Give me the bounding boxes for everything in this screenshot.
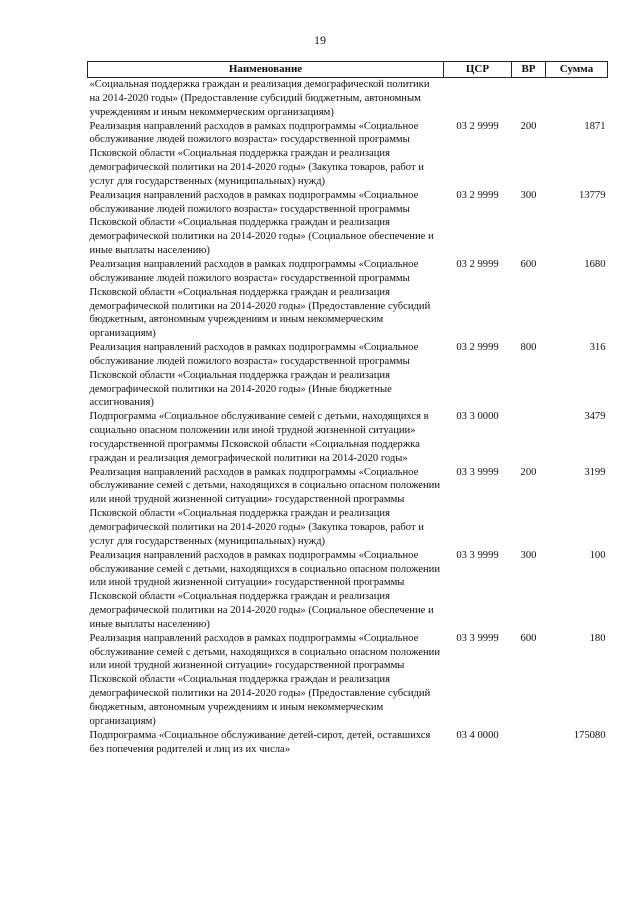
row-name: Реализация направлений расходов в рамках подпрограммы «Социальное обслуживание людей пожилого возраста» государственной программы Псковской области «Социальная поддержка граждан и реализация демографической политики на 2014-2020 годы» (Иные бюджетные ассигнования) xyxy=(89,342,419,409)
header-sum: Сумма xyxy=(546,62,608,78)
table-row xyxy=(88,258,608,341)
row-csr: 03 2 9999 xyxy=(456,120,499,132)
row-csr: 03 2 9999 xyxy=(456,189,499,201)
row-name: Реализация направлений расходов в рамках подпрограммы «Социальное обслуживание семей с детьми, находящихся в социально опасном положении или иной трудной жизненной ситуации» государственной программы Псковской области «Социальная поддержка граждан и реализация демографической политики на 2014-2020 годы» (Социальное обеспечение и иные выплаты населению) xyxy=(89,549,441,630)
row-vr xyxy=(512,78,546,120)
row-sum: 100 xyxy=(589,549,606,561)
row-sum xyxy=(546,78,608,120)
row-vr: 800 xyxy=(520,342,537,354)
table-row xyxy=(88,189,608,258)
table-row xyxy=(88,549,608,632)
row-vr: 200 xyxy=(520,466,537,478)
row-csr: 03 3 9999 xyxy=(456,632,499,644)
row-csr: 03 3 9999 xyxy=(456,549,499,561)
row-csr: 03 2 9999 xyxy=(456,258,499,270)
row-csr xyxy=(444,78,512,120)
row-name: Реализация направлений расходов в рамках подпрограммы «Социальное обслуживание семей с детьми, находящихся в социально опасном положении или иной трудной жизненной ситуации» государственной программы Псковской области «Социальная поддержка граждан и реализация демографической политики на 2014-2020 годы» (Предоставление субсидий бюджетным, автономным учреждениям и иным некоммерческим организациям) xyxy=(89,632,441,727)
row-vr xyxy=(512,729,546,757)
row-sum: 180 xyxy=(589,632,606,644)
row-name: Реализация направлений расходов в рамках подпрограммы «Социальное обслуживание семей с детьми, находящихся в социально опасном положении или иной трудной жизненной ситуации» государственной программы Псковской области «Социальная поддержка граждан и реализация демографической политики на 2014-2020 годы» (Закупка товаров, работ и услуг для государственных (муниципальных) нужд) xyxy=(89,466,441,547)
row-name: Реализация направлений расходов в рамках подпрограммы «Социальное обслуживание людей пожилого возраста» государственной программы Псковской области «Социальная поддержка граждан и реализация демографической политики на 2014-2020 годы» (Социальное обеспечение и иные выплаты населению) xyxy=(89,189,434,257)
row-sum: 1680 xyxy=(584,258,606,270)
row-name: «Социальная поддержка граждан и реализация демографической политики на 2014-2020 годы» (Предоставление субсидий бюджетным, автономным учреждениям и иным некоммерческим организациям) xyxy=(89,79,430,118)
row-vr: 200 xyxy=(520,120,537,132)
row-sum: 316 xyxy=(589,342,606,354)
table-row xyxy=(88,729,608,757)
row-vr: 600 xyxy=(520,632,537,644)
row-name: Подпрограмма «Социальное обслуживание семей с детьми, находящихся в социально опасном положении или иной трудной жизненной ситуации» государственной программы Псковской области «Социальная поддержка граждан и реализация демографической политики на 2014-2020 годы» xyxy=(89,411,429,464)
row-csr: 03 3 9999 xyxy=(456,466,499,478)
table-row xyxy=(88,632,608,729)
table-row xyxy=(88,410,608,465)
row-vr xyxy=(512,410,546,465)
budget-table xyxy=(87,61,608,756)
page-number: 19 xyxy=(314,33,326,47)
header-csr: ЦСР xyxy=(444,62,512,78)
row-csr: 03 2 9999 xyxy=(456,342,499,354)
row-csr: 03 3 0000 xyxy=(456,411,499,423)
row-sum: 1871 xyxy=(584,120,606,132)
row-name: Реализация направлений расходов в рамках подпрограммы «Социальное обслуживание людей пожилого возраста» государственной программы Псковской области «Социальная поддержка граждан и реализация демографической политики на 2014-2020 годы» (Закупка товаров, работ и услуг для государственных (муниципальных) нужд) xyxy=(89,120,424,187)
row-sum: 3479 xyxy=(584,411,606,423)
row-vr: 600 xyxy=(520,258,537,270)
row-csr: 03 4 0000 xyxy=(456,729,499,741)
table-header-row xyxy=(88,62,608,78)
header-name: Наименование xyxy=(88,62,444,78)
table-row xyxy=(88,341,608,410)
row-sum: 13779 xyxy=(579,189,606,201)
header-vr: ВР xyxy=(512,62,546,78)
row-name: Реализация направлений расходов в рамках подпрограммы «Социальное обслуживание людей пожилого возраста» государственной программы Псковской области «Социальная поддержка граждан и реализация демографической политики на 2014-2020 годы» (Предоставление субсидий бюджетным, автономным учреждениям и иным некоммерческим организациям) xyxy=(89,258,431,340)
table-row xyxy=(88,466,608,549)
row-vr: 300 xyxy=(520,189,537,201)
row-vr: 300 xyxy=(520,549,537,561)
table-row xyxy=(88,78,608,120)
row-name: Подпрограмма «Социальное обслуживание детей-сирот, детей, оставшихся без попечения родителей и лиц из их числа» xyxy=(89,729,431,755)
table-row xyxy=(88,120,608,189)
row-sum: 3199 xyxy=(584,466,606,478)
row-sum: 175080 xyxy=(573,729,606,741)
